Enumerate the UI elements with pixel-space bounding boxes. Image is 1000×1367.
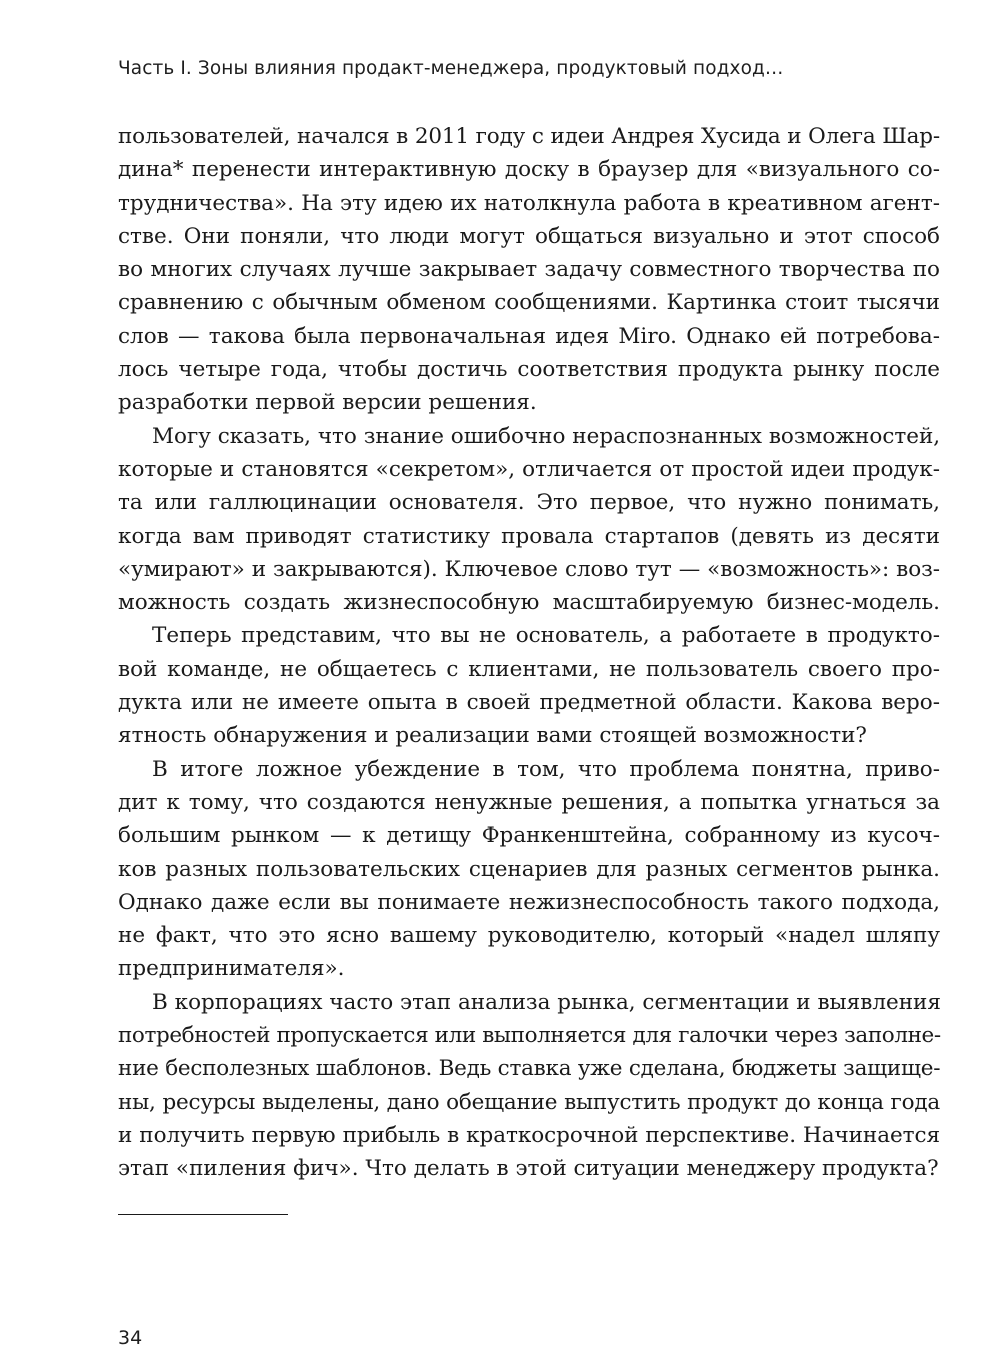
text-line: не факт, что это ясно вашему руководителю, который «надел шляпу xyxy=(118,923,940,949)
text-line: В итоге ложное убеждение в том, что проблема понятна, приво- xyxy=(152,756,940,782)
running-head: Часть I. Зоны влияния продакт-менеджера, продуктовый подход… xyxy=(118,58,784,79)
text-line: большим рынком — к детищу Франкенштейна, собранному из кусоч- xyxy=(118,823,940,849)
text-line: та или галлюцинации основателя. Это первое, что нужно понимать, xyxy=(118,490,940,516)
text-line: ние бесполезных шаблонов. Ведь ставка уже сделана, бюджеты защище- xyxy=(118,1056,941,1082)
text-line: лось четыре года, чтобы достичь соответствия продукта рынку после xyxy=(118,357,940,383)
text-line: В корпорациях часто этап анализа рынка, сегментации и выявления xyxy=(152,989,941,1015)
paragraph xyxy=(118,986,940,1186)
text-line: Однако даже если вы понимаете нежизнеспособность такого подхода, xyxy=(118,889,940,915)
paragraph xyxy=(118,619,940,752)
footnote-divider xyxy=(118,1214,288,1215)
text-line: Могу сказать, что знание ошибочно нераспознанных возможностей, xyxy=(152,423,941,449)
text-line: «умирают» и закрываются). Ключевое слово тут — «возможность»: воз- xyxy=(118,556,940,582)
text-line: которые и становятся «секретом», отличается от простой идеи продук- xyxy=(118,456,940,482)
text-line: предпринимателя». xyxy=(118,956,345,982)
text-line: дукта или не имеете опыта в своей предметной области. Какова веро- xyxy=(118,690,940,716)
text-line: Теперь представим, что вы не основатель, а работаете в продукто- xyxy=(152,623,940,649)
text-line: этап «пиления фич». Что делать в этой ситуации менеджеру продукта? xyxy=(118,1156,939,1182)
text-line: ны, ресурсы выделены, дано обещание выпустить продукт до конца года xyxy=(118,1089,940,1115)
text-line: ков разных пользовательских сценариев для разных сегментов рынка. xyxy=(118,856,940,882)
text-line: слов — такова была первоначальная идея Miro. Однако ей потребова- xyxy=(118,323,940,349)
paragraph xyxy=(118,120,940,420)
text-line: трудничества». На эту идею их натолкнула работа в креативном агент- xyxy=(118,190,940,216)
text-line: когда вам приводят статистику провала стартапов (девять из десяти xyxy=(118,523,940,549)
body-text xyxy=(118,120,940,1186)
page-number: 34 xyxy=(118,1327,143,1349)
text-line: разработки первой версии решения. xyxy=(118,390,537,416)
text-line: сравнению с обычным обменом сообщениями. Картинка стоит тысячи xyxy=(118,290,940,316)
text-line: вой команде, не общаетесь с клиентами, не пользователь своего про- xyxy=(118,656,940,682)
text-line: ятность обнаружения и реализации вами стоящей возможности? xyxy=(118,723,867,749)
text-line: дит к тому, что создаются ненужные решения, а попытка угнаться за xyxy=(118,789,940,815)
text-line: во многих случаях лучше закрывает задачу совместного творчества по xyxy=(118,257,940,283)
paragraph xyxy=(118,753,940,986)
text-line: можность создать жизнеспособную масштабируемую бизнес-модель. xyxy=(118,590,940,616)
text-line: и получить первую прибыль в краткосрочной перспективе. Начинается xyxy=(118,1122,940,1148)
text-line: пользователей, начался в 2011 году с идеи Андрея Хусида и Олега Шар- xyxy=(118,124,940,149)
text-line: стве. Они поняли, что люди могут общаться визуально и этот способ xyxy=(118,223,940,249)
paragraph xyxy=(118,420,940,620)
text-line: потребностей пропускается или выполняется для галочки через заполне- xyxy=(118,1023,941,1049)
text-line: дина* перенести интерактивную доску в браузер для «визуального со- xyxy=(118,157,940,183)
